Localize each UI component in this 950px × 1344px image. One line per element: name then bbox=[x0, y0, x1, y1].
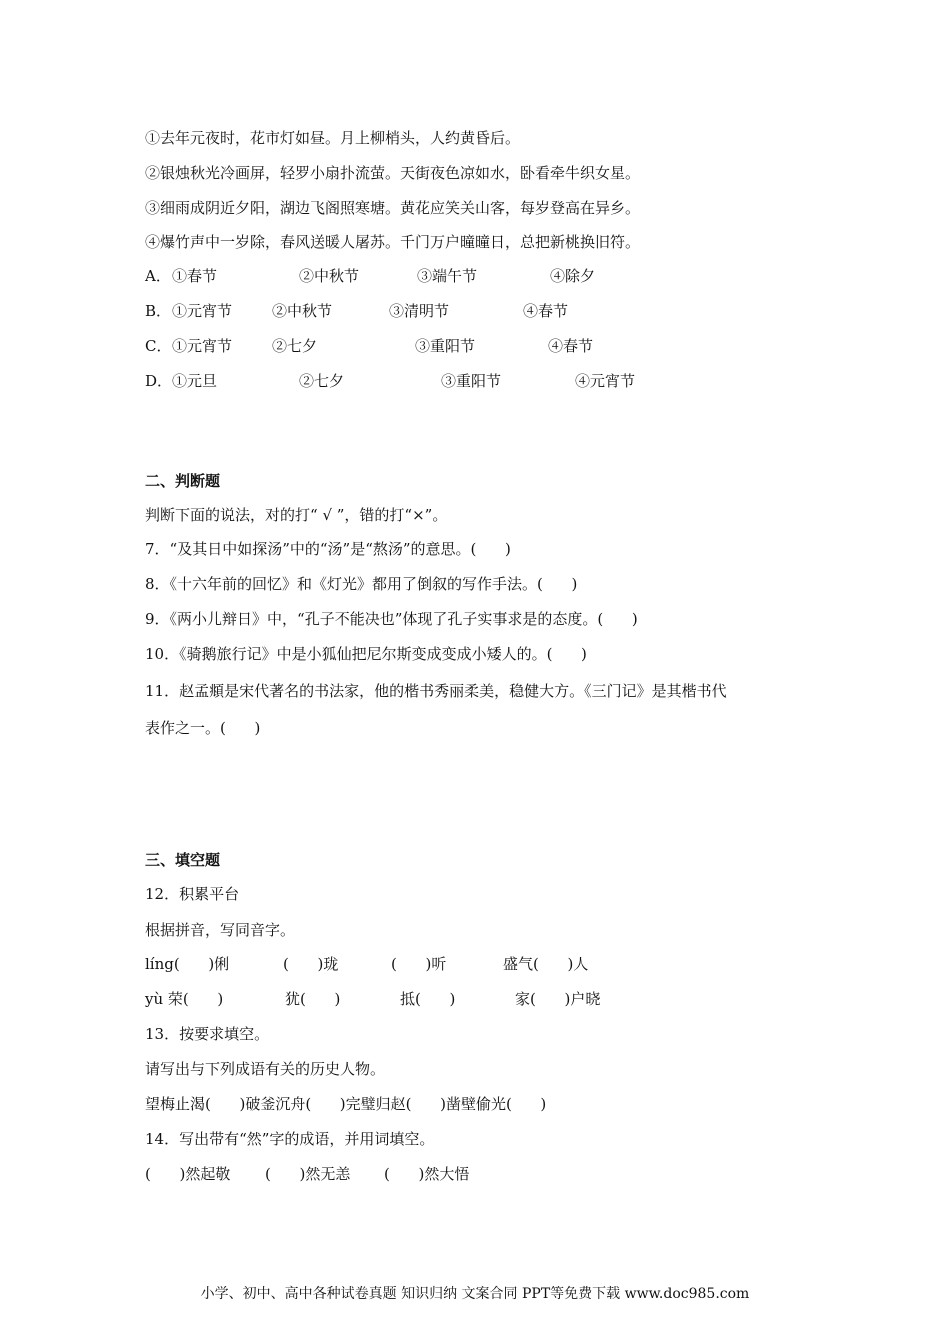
option-item: ①春节 bbox=[172, 267, 218, 285]
option-item: ②七夕 bbox=[272, 337, 318, 355]
option-label: C． bbox=[145, 337, 172, 355]
poem-line-3: ③细雨成阴近夕阳，湖边飞阁照寒塘。黄花应笑关山客，每岁登高在异乡。 bbox=[145, 199, 641, 217]
question-7: 7．“及其日中如探汤”中的“汤”是“熬汤”的意思。( ) bbox=[145, 540, 511, 558]
fill-item: 盛气( )人 bbox=[503, 955, 589, 973]
option-item: ④春节 bbox=[523, 302, 569, 320]
fill-item: ( )然起敬 bbox=[145, 1165, 231, 1183]
fill-item: ( )听 bbox=[391, 955, 447, 973]
poem-line-4: ④爆竹声中一岁除，春风送暖人屠苏。千门万户曈曈日，总把新桃换旧符。 bbox=[145, 233, 641, 251]
fill-item: yù 荣( ) bbox=[145, 990, 224, 1008]
question-12: 12．积累平台 bbox=[145, 885, 240, 903]
poem-line-2: ②银烛秋光冷画屏，轻罗小扇扑流萤。天街夜色凉如水，卧看牵牛织女星。 bbox=[145, 164, 641, 182]
option-item: ②七夕 bbox=[299, 372, 345, 390]
option-item: ④春节 bbox=[548, 337, 594, 355]
ran-row bbox=[145, 1164, 745, 1184]
option-label: D． bbox=[145, 372, 173, 390]
section-2-instruction: 判断下面的说法，对的打“ √ ”，错的打“×”。 bbox=[145, 506, 448, 524]
fill-item: 家( )户晓 bbox=[515, 990, 601, 1008]
option-item: ①元宵节 bbox=[172, 337, 233, 355]
question-13: 13．按要求填空。 bbox=[145, 1025, 270, 1043]
question-8: 8．《十六年前的回忆》和《灯光》都用了倒叙的写作手法。( ) bbox=[145, 575, 578, 593]
fill-item: ( )然大悟 bbox=[384, 1165, 470, 1183]
question-14: 14．写出带有“然”字的成语，并用词填空。 bbox=[145, 1130, 435, 1148]
fill-item: 抵( ) bbox=[400, 990, 456, 1008]
option-b bbox=[145, 301, 745, 321]
option-item: ①元旦 bbox=[172, 372, 218, 390]
fill-item: ( )珑 bbox=[283, 955, 339, 973]
option-c bbox=[145, 336, 745, 356]
question-11-line-2: 表作之一。( ) bbox=[145, 719, 261, 737]
option-item: ②中秋节 bbox=[299, 267, 360, 285]
question-13-instruction: 请写出与下列成语有关的历史人物。 bbox=[145, 1060, 386, 1078]
option-item: ④除夕 bbox=[550, 267, 596, 285]
option-label: A． bbox=[145, 267, 171, 285]
option-a bbox=[145, 266, 745, 286]
option-d bbox=[145, 371, 745, 391]
option-item: ④元宵节 bbox=[575, 372, 636, 390]
ling-row bbox=[145, 954, 745, 974]
option-item: ③端午节 bbox=[417, 267, 478, 285]
fill-item: líng( )俐 bbox=[145, 955, 230, 973]
fill-item: 犹( ) bbox=[285, 990, 341, 1008]
poem-line-1: ①去年元夜时，花市灯如昼。月上柳梢头，人约黄昏后。 bbox=[145, 129, 521, 147]
fill-item: ( )然无恙 bbox=[265, 1165, 351, 1183]
option-item: ①元宵节 bbox=[172, 302, 233, 320]
section-2-heading: 二、判断题 bbox=[145, 472, 221, 490]
page-footer: 小学、初中、高中各种试卷真题 知识归纳 文案合同 PPT等免费下载 www.doc985.com bbox=[200, 1286, 750, 1302]
option-label: B． bbox=[145, 302, 172, 320]
yu-row bbox=[145, 989, 745, 1009]
section-3-heading: 三、填空题 bbox=[145, 851, 221, 869]
option-item: ③清明节 bbox=[389, 302, 450, 320]
option-item: ③重阳节 bbox=[441, 372, 502, 390]
option-item: ②中秋节 bbox=[272, 302, 333, 320]
option-item: ③重阳节 bbox=[415, 337, 476, 355]
question-12-instruction: 根据拼音，写同音字。 bbox=[145, 921, 296, 939]
question-9: 9．《两小儿辩日》中，“孔子不能决也”体现了孔子实事求是的态度。( ) bbox=[145, 610, 638, 628]
question-13-idioms: 望梅止渴( )破釜沉舟( )完璧归赵( )凿壁偷光( ) bbox=[145, 1095, 547, 1113]
question-11-line-1: 11．赵孟頫是宋代著名的书法家，他的楷书秀丽柔美，稳健大方。《三门记》是其楷书代 bbox=[145, 682, 727, 700]
question-10: 10．《骑鹅旅行记》中是小狐仙把尼尔斯变成变成小矮人的。( ) bbox=[145, 645, 587, 663]
